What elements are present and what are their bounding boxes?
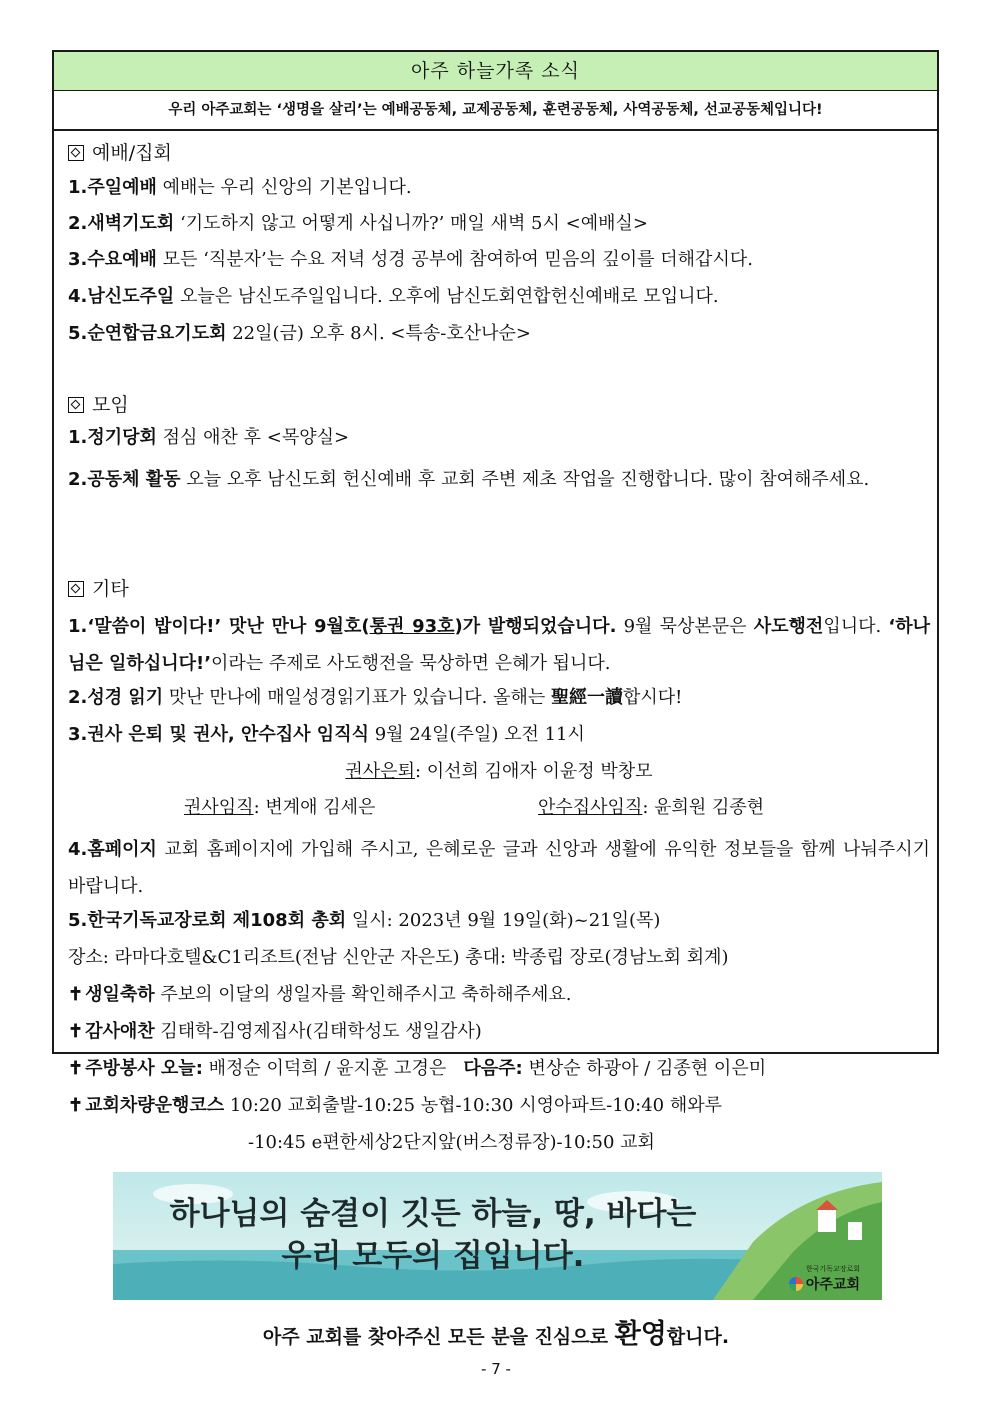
meeting-item-2: 2.공동체 활동 오늘 오후 남신도회 헌신예배 후 교회 주변 제초 작업을 진행합니다. 많이 참여해주세요. [68,469,870,490]
cross-icon: ✝ [68,984,84,1005]
banner-line-1: 하나님의 숨결이 깃든 하늘, 땅, 바다는 [169,1196,697,1232]
church-logo: 한국기독교장로회 아주교회 [789,1264,860,1294]
section-worship-heading: 예배/집회 [68,138,172,165]
kitchen-item: ✝ 주방봉사 오늘: 배정순 이덕희 / 윤지훈 고경은 다음주: 변상순 하광아 / 김종현 이은미 [68,1058,767,1079]
cross-icon: ✝ [68,1058,84,1079]
logo-mark-icon [789,1277,803,1291]
worship-item-1: 1.주일예배 예배는 우리 신앙의 기본입니다. [68,177,412,198]
etc-item-2: 2.성경 읽기 맛난 만나에 매일성경읽기표가 있습니다. 올해는 聖經一讀합시다! [68,687,683,708]
cross-icon: ✝ [68,1021,84,1042]
banner-line-2: 우리 모두의 집입니다. [281,1238,585,1274]
thanks-item: ✝ 감사애찬 김태학-김영제집사(김태학성도 생일감사) [68,1021,482,1042]
bus-item: ✝ 교회차량운행코스 10:20 교회출발-10:25 농협-10:30 시영아파트-10:40 해와루 [68,1095,722,1116]
etc-item-5: 5.한국기독교장로회 제108회 총회 일시: 2023년 9월 19일(화)~21일(목) [68,910,661,931]
worship-item-2: 2.새벽기도회 ‘기도하지 않고 어떻게 사십니까?’ 매일 새벽 5시 <예배실> [68,213,648,234]
etc-item-3: 3.권사 은퇴 및 권사, 안수집사 임직식 9월 24일(주일) 오전 11시 [68,724,585,745]
news-title: 아주 하늘가족 소식 [54,52,937,91]
page-number: - 7 - [481,1360,511,1378]
box-bullet-icon [68,397,84,413]
section-etc-heading: 기타 [68,574,129,601]
birthday-item: ✝ 생일축하 주보의 이달의 생일자를 확인해주시고 축하해주세요. [68,984,572,1005]
retire-list: 권사은퇴: 이선희 김애자 이윤정 박창모 [345,761,653,782]
worship-item-5: 5.순연합금요기도회 22일(금) 오후 8시. <특송-호산나순> [68,323,531,344]
assembly-place: 장소: 라마다호텔&C1리조트(전남 신안군 자은도) 총대: 박종립 장로(경남노회 회계) [68,947,729,968]
cross-icon: ✝ [68,1095,84,1116]
news-subtitle: 우리 아주교회는 ‘생명을 살리’는 예배공동체, 교제공동체, 훈련공동체, 사역공동체, 선교공동체입니다! [54,91,937,131]
banner-image [113,1172,882,1300]
box-bullet-icon [68,145,84,161]
worship-item-4: 4.남신도주일 오늘은 남신도주일입니다. 오후에 남신도회연합헌신예배로 모입니다. [68,286,719,307]
etc-item-1: 1.‘말씀이 밥이다!’ 맛난 만나 9월호(통권 93호)가 발행되었습니다. 9월 묵상본문은 사도행전입니다. ‘하나님은 일하십니다!’이라는 주제로 사도행전을 묵상하면 은혜가 됩니다. [68,616,931,674]
bus-line-2: -10:45 e편한세상2단지앞(버스정류장)-10:50 교회 [248,1132,655,1153]
meeting-item-1: 1.정기당회 점심 애찬 후 <목양실> [68,427,350,448]
section-meeting-heading: 모임 [68,390,129,417]
etc-item-4: 4.홈페이지 교회 홈페이지에 가입해 주시고, 은혜로운 글과 신앙과 생활에 유익한 정보들을 함께 나눠주시기 바랍니다. [68,839,930,897]
worship-item-3: 3.수요예배 모든 ‘직분자’는 수요 저녁 성경 공부에 참여하여 믿음의 깊이를 더해갑시다. [68,249,753,270]
box-bullet-icon [68,581,84,597]
welcome-message: 아주 교회를 찾아주신 모든 분을 진심으로 환영합니다. [262,1319,730,1350]
